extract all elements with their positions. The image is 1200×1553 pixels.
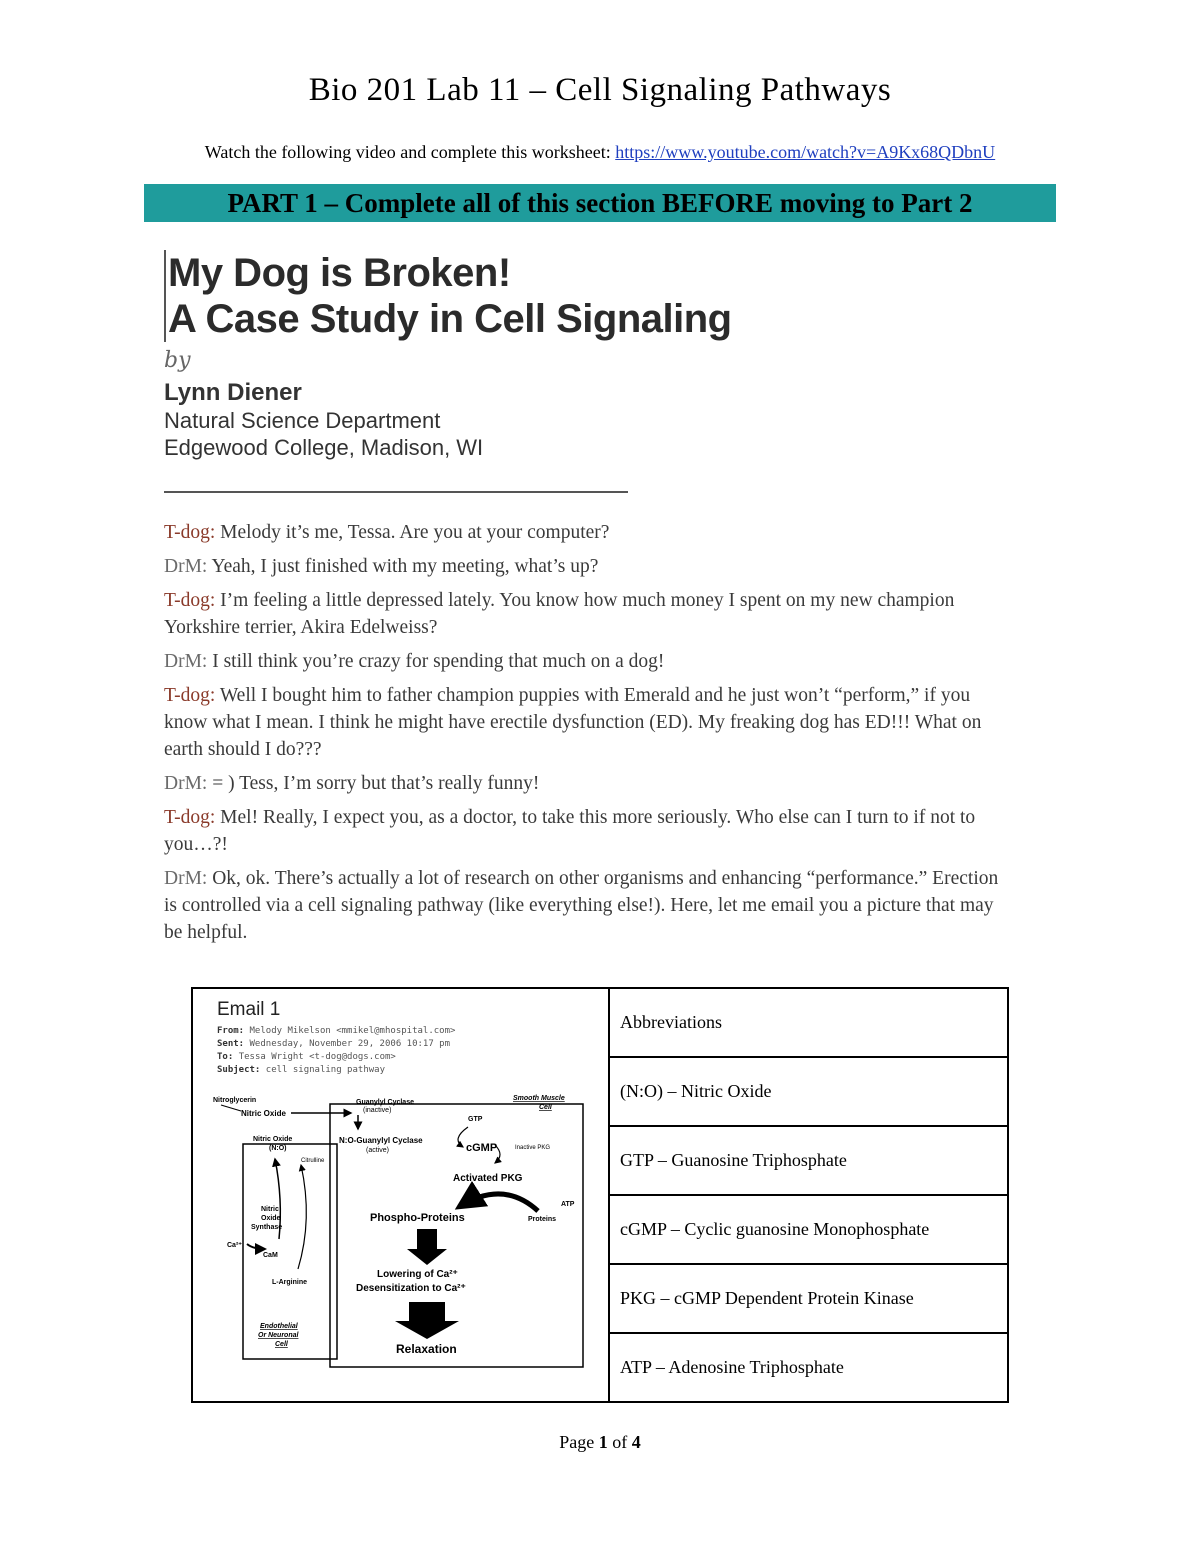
email-block (193, 989, 608, 1398)
dialogue-text: I still think you’re crazy for spending that much on a dog! (207, 651, 665, 672)
page-total: 4 (631, 1432, 641, 1452)
email-from-value: Melody Mikelson <mmikel@mhospital.com> (249, 1026, 456, 1036)
dialogue-line (164, 682, 1014, 763)
arrow-nitroglycerin (221, 1105, 241, 1111)
dialogue-line (164, 804, 1014, 858)
email-to-value: Tessa Wright <t-dog@dogs.com> (238, 1052, 396, 1062)
abbrev-atp: ATP – Adenosine Triphosphate (609, 1333, 1008, 1402)
abbrev-pkg: PKG – cGMP Dependent Protein Kinase (609, 1264, 1008, 1333)
dialogue-line (164, 519, 1014, 546)
label-inactive: (inactive) (363, 1107, 392, 1114)
intro-text: Watch the following video and complete this worksheet: (204, 142, 616, 162)
dialogue-line (164, 865, 1014, 946)
speaker-label: DrM: (164, 651, 208, 672)
email-headers (217, 1025, 455, 1077)
page-of: of (607, 1432, 632, 1452)
email-sent-value: Wednesday, November 29, 2006 10:17 pm (249, 1039, 450, 1049)
dialogue-line (164, 770, 1014, 797)
case-study-image (164, 250, 1014, 953)
dialogue-text: I’m feeling a little depressed lately. You know how much money I spent on my new champion Yorkshire terrier, Akira Edelweiss? (164, 590, 955, 638)
label-no-guanylyl: N:O-Guanylyl Cyclase (339, 1136, 423, 1145)
speaker-label: T-dog: (164, 590, 216, 611)
label-smooth-muscle: Smooth Muscle (513, 1095, 565, 1102)
author-college: Edgewood College, Madison, WI (164, 435, 484, 460)
table-row (192, 988, 1008, 1057)
label-citrulline: Citrulline (301, 1158, 325, 1164)
label-smooth-muscle-cell: Cell (539, 1104, 552, 1111)
part-1-banner-text: PART 1 – Complete all of this section BEFORE moving to Part 2 (227, 187, 973, 218)
dialogue-text: Well I bought him to father champion puppies with Emerald and he just won’t “perform,” if you know what I mean. I think he might have erectile dysfunction (ED). My freaking dog has ED!!! What on earth should I do??? (164, 685, 982, 760)
arrow-phosphorylation (459, 1194, 538, 1211)
email-from (217, 1025, 455, 1038)
email-sent-label: Sent: (217, 1039, 245, 1049)
email-subject-value: cell signaling pathway (265, 1065, 385, 1075)
label-proteins: Proteins (528, 1216, 557, 1223)
label-nos-2: Oxide (261, 1215, 281, 1222)
label-ca: Ca²⁺ (227, 1242, 242, 1249)
email-from-label: From: (217, 1026, 245, 1036)
abbrev-gtp: GTP – Guanosine Triphosphate (609, 1126, 1008, 1195)
speaker-label: T-dog: (164, 807, 216, 828)
speaker-label: T-dog: (164, 522, 216, 543)
video-link[interactable]: https://www.youtube.com/watch?v=A9Kx68QDbnU (615, 142, 996, 162)
page-current: 1 (598, 1432, 608, 1452)
abbrev-cgmp: cGMP – Cyclic guanosine Monophosphate (609, 1195, 1008, 1264)
cell-signaling-diagram (213, 1095, 585, 1389)
label-endothelial: Endothelial (260, 1323, 298, 1330)
label-guanylyl-inactive: Guanylyl Cyclase (356, 1099, 414, 1106)
dialogue-text: Ok, ok. There’s actually a lot of research on other organisms and enhancing “performance.” Erection is controlled via a cell signaling pathway (like everything else!). Here, let me email you a picture that may be helpful. (164, 868, 999, 943)
dialogue-line (164, 587, 1014, 641)
dialogue-line (164, 648, 1014, 675)
email-to (217, 1051, 455, 1064)
arrow-block-2 (395, 1302, 459, 1339)
speaker-label: T-dog: (164, 685, 216, 706)
author-department: Natural Science Department (164, 408, 441, 433)
email-subject-label: Subject: (217, 1065, 261, 1075)
page-footer (0, 1432, 1200, 1453)
label-nitroglycerin: Nitroglycerin (213, 1097, 257, 1104)
email-diagram-cell (192, 988, 609, 1402)
part-1-banner (144, 184, 1056, 222)
page-prefix: Page (559, 1432, 599, 1452)
dialogue-text: Yeah, I just finished with my meeting, what’s up? (207, 556, 599, 577)
speaker-label: DrM: (164, 773, 208, 794)
page-title: Bio 201 Lab 11 – Cell Signaling Pathways (308, 72, 892, 108)
speaker-label: DrM: (164, 556, 208, 577)
email-to-label: To: (217, 1052, 234, 1062)
dialogue (164, 519, 1014, 946)
divider (164, 491, 628, 493)
by-line: by (164, 348, 191, 373)
label-no-abbrev: (N:O) (269, 1145, 287, 1152)
email-sent (217, 1038, 455, 1051)
label-activated-pkg: Activated PKG (453, 1173, 523, 1184)
email-abbreviations-table (191, 987, 1009, 1403)
label-gtp: GTP (468, 1116, 483, 1123)
label-relaxation: Relaxation (396, 1342, 457, 1356)
label-phospho-proteins: Phospho-Proteins (370, 1212, 465, 1224)
case-study-title (164, 250, 1014, 342)
label-l-arginine: L-Arginine (272, 1279, 307, 1286)
arrow-ca (247, 1244, 265, 1249)
label-no-source: Nitric Oxide (253, 1136, 293, 1143)
speaker-label: DrM: (164, 868, 208, 889)
case-study-title-line-1: My Dog is Broken! (168, 251, 511, 295)
label-active: (active) (366, 1147, 389, 1154)
label-cam: CaM (263, 1252, 278, 1259)
label-desensitization: Desensitization to Ca²⁺ (356, 1283, 466, 1294)
arrow-block-1 (407, 1229, 447, 1265)
case-study-title-line-2: A Case Study in Cell Signaling (168, 297, 732, 341)
email-subject (217, 1064, 455, 1077)
label-lowering: Lowering of Ca²⁺ (377, 1269, 458, 1280)
label-nos-1: Nitric (261, 1206, 279, 1213)
label-atp: ATP (561, 1201, 575, 1208)
dialogue-text: Melody it’s me, Tessa. Are you at your computer? (215, 522, 610, 543)
dialogue-line (164, 553, 1014, 580)
abbrev-header: Abbreviations (609, 988, 1008, 1057)
dialogue-text: Mel! Really, I expect you, as a doctor, to take this more seriously. Who else can I turn to if not to you…?! (164, 807, 976, 855)
email-label: Email 1 (217, 999, 281, 1020)
label-endo-cell: Cell (275, 1341, 288, 1348)
label-inactive-pkg: Inactive PKG (515, 1145, 551, 1151)
label-nitric-oxide: Nitric Oxide (241, 1109, 286, 1118)
intro-line (0, 142, 1200, 163)
abbrev-no: (N:O) – Nitric Oxide (609, 1057, 1008, 1126)
arrow-arginine (298, 1165, 306, 1269)
author-name: Lynn Diener (164, 379, 302, 406)
label-cgmp: cGMP (466, 1142, 498, 1154)
dialogue-text: = ) Tess, I’m sorry but that’s really funny! (207, 773, 540, 794)
label-nos-3: Synthase (251, 1224, 283, 1231)
label-or-neuronal: Or Neuronal (258, 1332, 299, 1339)
